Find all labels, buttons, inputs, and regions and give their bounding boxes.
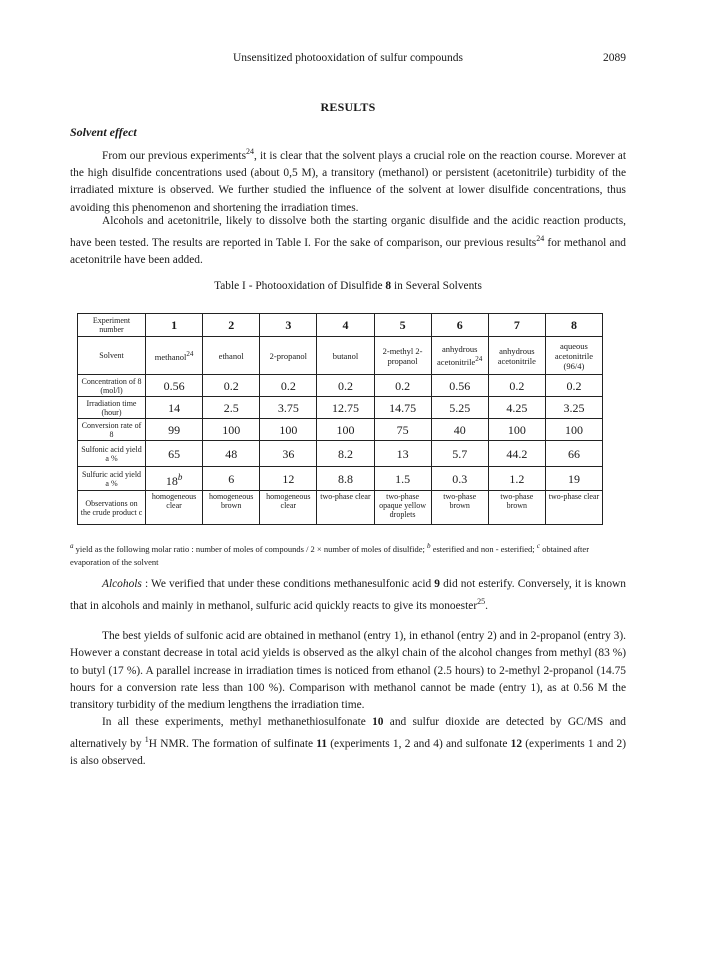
experiment-number: 8	[545, 314, 602, 337]
experiment-number: 6	[431, 314, 488, 337]
solvent-name: methanol	[154, 351, 187, 362]
table-row-sulfonic	[78, 441, 603, 467]
irradiation-value: 14.75	[374, 397, 431, 419]
para3-lead: Alcohols	[102, 578, 142, 590]
paragraph-solvent-intro	[70, 143, 626, 217]
sulfonic-value: 66	[545, 441, 602, 467]
row-label-observations: Observations on the crude product c	[78, 491, 146, 525]
observation-cell: two-phase brown	[431, 491, 488, 525]
table-row-observations	[78, 491, 603, 525]
section-heading: Solvent effect	[70, 125, 137, 139]
sulfonic-value: 8.2	[317, 441, 374, 467]
solvent-ref: 24	[186, 350, 194, 359]
sulfonic-value: 13	[374, 441, 431, 467]
sulfuric-value: 8.8	[317, 467, 374, 491]
concentration-value: 0.2	[317, 375, 374, 397]
conversion-value: 100	[488, 419, 545, 441]
table-row-solvent	[78, 337, 603, 375]
irradiation-value: 12.75	[317, 397, 374, 419]
para5-text-c: . The formation of sulfinate	[186, 738, 317, 751]
paragraph-best-yields: The best yields of sulfonic acid are obtained in methanol (entry 1), in ethanol (entry 2) and in 2-propanol (entry 3). However a constant decrease in total acid yields is observed as the alkyl chain of the alcohol changes from methyl (83 %) to butyl (17 %). A parallel increase in irradiation times is noticed from ethanol (2.5 hours) to 2-methyl 2-propanol (14.75 hours for a conversion rate less than 100 %). Comparison with methanol cannot be made (entry 1), as at 0.56 M the transitory turbidity of the medium lengthens the irradiation time.	[70, 630, 626, 712]
table-row-irradiation	[78, 397, 603, 419]
irradiation-value: 4.25	[488, 397, 545, 419]
para3-text-a: : We verified that under these conditions methanesulfonic acid	[141, 578, 435, 590]
observation-cell: homogeneous clear	[146, 491, 203, 525]
caption-text-a: Table I - Photooxidation of Disulfide	[214, 280, 386, 292]
running-head	[70, 52, 626, 68]
experiment-number: 5	[374, 314, 431, 337]
solvent-name: 2-methyl 2-propanol	[382, 345, 423, 366]
compound-ref: 12	[510, 738, 523, 751]
sulfuric-value: 12	[260, 467, 317, 491]
experiment-number: 4	[317, 314, 374, 337]
solvent-cell	[203, 337, 260, 375]
footnote-mark-a: a	[70, 542, 74, 550]
para3-text-b: did not esterify. Conversely, it is known that in alcohols and mainly in methanol, sulfuric acid quickly reacts to give its monoester	[70, 578, 626, 613]
para1-text-a: From our previous experiments	[102, 149, 247, 162]
para1-text-b: , it is clear that the solvent plays a crucial role on the reaction course. Morever at the high disulfide concentrations used (about 0,5 M), a transitory (methanol) or persistent (acetonitrile) turbidity of the irradiated mixture is observed. We further studied the influence of the solvent at lower disulfide concentrations, thus avoiding this phenomenon and shortening the irradiation times.	[70, 149, 627, 214]
observation-cell: two-phase brown	[488, 491, 545, 525]
sulfonic-value: 44.2	[488, 441, 545, 467]
para3-ref: 25	[477, 597, 486, 607]
compound-ref: 9	[434, 578, 440, 590]
experiment-number: 1	[146, 314, 203, 337]
solvent-name: ethanol	[218, 350, 244, 361]
observation-cell: two-phase opaque yellow droplets	[374, 491, 431, 525]
nmr-label: H NMR	[148, 738, 187, 751]
table-row-concentration	[78, 375, 603, 397]
solvent-cell	[545, 337, 602, 375]
table-row-sulfuric	[78, 467, 603, 491]
table-caption	[70, 280, 626, 292]
solvent-cell	[431, 337, 488, 375]
conversion-value: 100	[545, 419, 602, 441]
experiment-number: 7	[488, 314, 545, 337]
solvent-cell	[374, 337, 431, 375]
sulfuric-cell	[146, 467, 203, 491]
solvent-cell	[260, 337, 317, 375]
para5-text-a: In all these experiments, methyl methanethiosulfonate	[102, 716, 373, 728]
concentration-value: 0.2	[374, 375, 431, 397]
irradiation-value: 2.5	[203, 397, 260, 419]
para3-end: .	[485, 600, 488, 613]
observation-cell: two-phase clear	[545, 491, 602, 525]
solvent-name: 2-propanol	[269, 350, 307, 361]
sulfuric-value: 19	[545, 467, 602, 491]
row-label-sulfonic: Sulfonic acid yield a %	[78, 441, 146, 467]
observation-cell: two-phase clear	[317, 491, 374, 525]
experiment-number: 2	[203, 314, 260, 337]
paragraph-alcohols	[70, 576, 626, 615]
sulfuric-value: 1.2	[488, 467, 545, 491]
solvent-cell	[317, 337, 374, 375]
compound-ref: 10	[372, 716, 384, 728]
conversion-value: 100	[260, 419, 317, 441]
conversion-value: 75	[374, 419, 431, 441]
footnote-mark-c: c	[536, 542, 540, 550]
row-label-concentration: Concentration of 8 (mol/l)	[78, 375, 146, 397]
concentration-value: 0.2	[488, 375, 545, 397]
solvent-cell	[146, 337, 203, 375]
results-table	[77, 313, 603, 525]
table-footnote	[70, 540, 626, 569]
solvent-name: butanol	[332, 350, 359, 361]
observation-cell: homogeneous clear	[260, 491, 317, 525]
paragraph-solvents-tested	[70, 213, 626, 270]
footnote-text-c: obtained after evaporation of the solvent	[70, 543, 590, 567]
sulfonic-value: 5.7	[431, 441, 488, 467]
nmr-superscript: 1	[144, 735, 149, 745]
concentration-value: 0.2	[203, 375, 260, 397]
observation-cell: homogeneous brown	[203, 491, 260, 525]
sulfuric-value: 6	[203, 467, 260, 491]
table-row-experiment	[78, 314, 603, 337]
paragraph-gcms	[70, 714, 626, 771]
footnote-text-a: yield as the following molar ratio : number of moles of compounds / 2 × number of moles of disulfide;	[73, 543, 428, 554]
irradiation-value: 3.75	[260, 397, 317, 419]
table-row-conversion	[78, 419, 603, 441]
concentration-value: 0.56	[431, 375, 488, 397]
row-label-experiment: Experiment number	[78, 314, 146, 337]
footnote-text-b: esterified and non - esterified;	[430, 543, 537, 554]
para2-ref: 24	[536, 234, 545, 244]
page-number: 2089	[603, 52, 626, 64]
running-head-title: Unsensitized photooxidation of sulfur compounds	[233, 52, 463, 64]
solvent-name: anhydrous acetonitrile	[497, 345, 536, 366]
solvent-name: anhydrous acetonitrile	[437, 344, 478, 367]
para2-text-a: Alcohols and acetonitrile, likely to dissolve both the starting organic disulfide and the acidic reaction products, have been tested. The results are reported in Table I. For the sake of comparison, our previous results	[70, 215, 626, 250]
conversion-value: 99	[146, 419, 203, 441]
sulfonic-value: 65	[146, 441, 203, 467]
results-heading: RESULTS	[320, 100, 376, 114]
caption-compound: 8	[385, 280, 392, 292]
para2-text-b: for methanol and acetonitrile have been added.	[70, 237, 626, 267]
solvent-name: aqueous acetonitrile (96/4)	[554, 340, 594, 371]
sulfuric-mark: b	[177, 471, 183, 482]
conversion-value: 40	[431, 419, 488, 441]
sulfuric-value: 0.3	[431, 467, 488, 491]
row-label-irradiation: Irradiation time (hour)	[78, 397, 146, 419]
para5-end: (experiments 1 and 2) is also observed.	[70, 738, 627, 768]
irradiation-value: 3.25	[545, 397, 602, 419]
conversion-value: 100	[317, 419, 374, 441]
concentration-value: 0.56	[146, 375, 203, 397]
para5-text-b: and sulfur dioxide are detected by GC/MS and alternatively by	[70, 716, 626, 751]
compound-ref: 11	[316, 738, 328, 751]
concentration-value: 0.2	[260, 375, 317, 397]
para5-text-d: (experiments 1, 2 and 4) and sulfonate	[327, 738, 511, 751]
row-label-conversion: Conversion rate of 8	[78, 419, 146, 441]
row-label-sulfuric: Sulfuric acid yield a %	[78, 467, 146, 491]
experiment-number: 3	[260, 314, 317, 337]
row-label-solvent: Solvent	[78, 337, 146, 375]
para1-ref: 24	[246, 147, 255, 156]
solvent-cell	[488, 337, 545, 375]
sulfonic-value: 48	[203, 441, 260, 467]
caption-text-b: in Several Solvents	[391, 280, 482, 292]
sulfonic-value: 36	[260, 441, 317, 467]
concentration-value: 0.2	[545, 375, 602, 397]
conversion-value: 100	[203, 419, 260, 441]
sulfuric-value: 18	[165, 473, 178, 488]
footnote-mark-b: b	[427, 542, 431, 550]
irradiation-value: 14	[146, 397, 203, 419]
sulfuric-value: 1.5	[374, 467, 431, 491]
irradiation-value: 5.25	[431, 397, 488, 419]
solvent-ref: 24	[475, 355, 483, 364]
